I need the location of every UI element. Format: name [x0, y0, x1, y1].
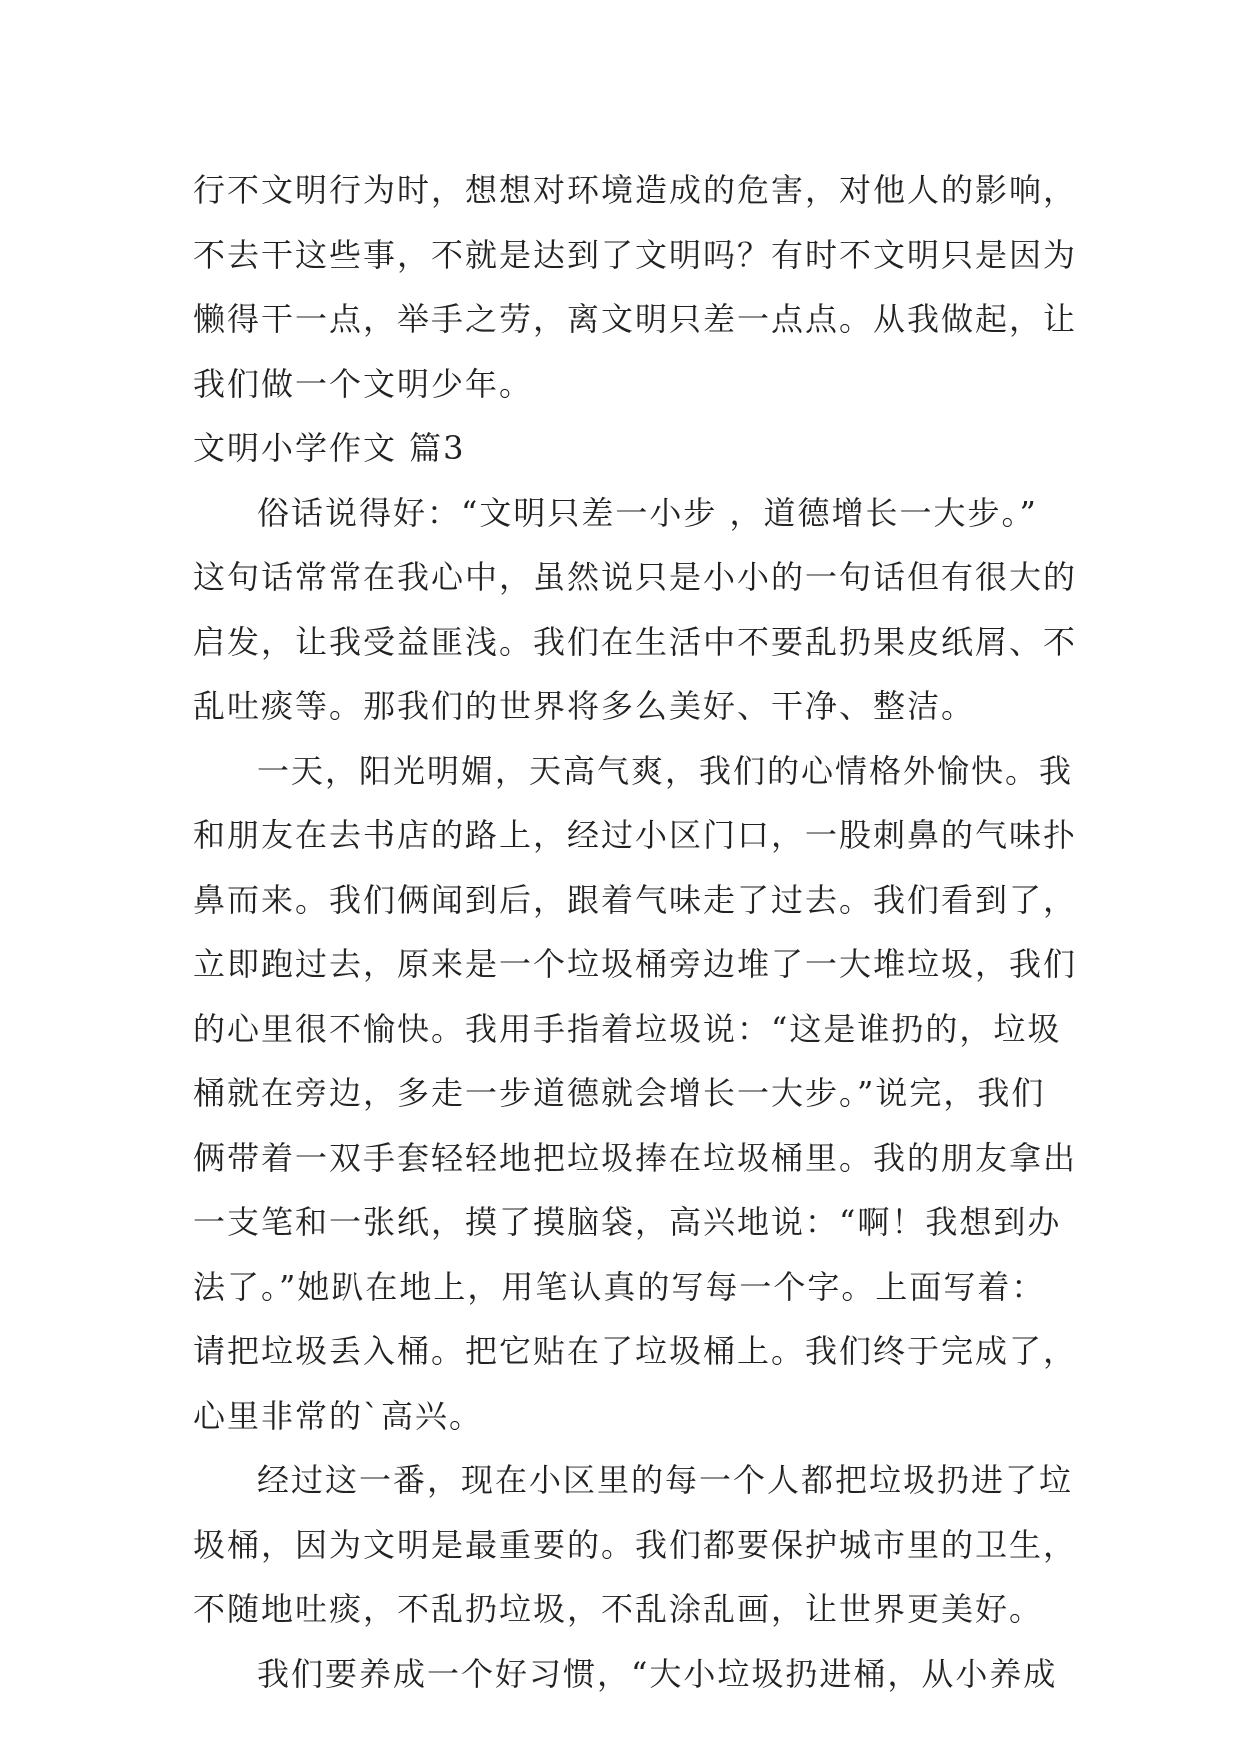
text-line: 的心里很不愉快。我用手指着垃圾说：“这是谁扔的，垃圾: [193, 1009, 1062, 1048]
paragraph-start: 我们要养成一个好习惯，“大小垃圾扔进桶，从小养成: [257, 1654, 1058, 1693]
text-line: 懒得干一点，举手之劳，离文明只差一点点。从我做起，让: [193, 300, 1078, 338]
text-line: 和朋友在去书店的路上，经过小区门口，一股刺鼻的气味扑: [193, 816, 1078, 854]
section-heading: 文明小学作文 篇3: [193, 429, 466, 467]
text-line: 鼻而来。我们俩闻到后，跟着气味走了过去。我们看到了，: [193, 880, 1078, 919]
text-line: 这句话常常在我心中，虽然说只是小小的一句话但有很大的: [193, 558, 1078, 596]
text-line: 心里非常的`高兴。: [193, 1396, 484, 1435]
text-line: 请把垃圾丢入桶。把它贴在了垃圾桶上。我们终于完成了，: [193, 1332, 1078, 1370]
text-line: 桶就在旁边，多走一步道德就会增长一大步。”说完，我们: [193, 1074, 1046, 1112]
text-line: 乱吐痰等。那我们的世界将多么美好、干净、整洁。: [193, 687, 976, 725]
text-line: 一支笔和一张纸，摸了摸脑袋，高兴地说：“啊！我想到办: [193, 1203, 1062, 1241]
text-line: 法了。”她趴在地上，用笔认真的写每一个字。上面写着：: [193, 1267, 1046, 1306]
text-line: 不随地吐痰，不乱扔垃圾，不乱涂乱画，让世界更美好。: [193, 1590, 1044, 1628]
text-line: 我们做一个文明少年。: [193, 364, 534, 403]
text-line: 不去干这些事，不就是达到了文明吗？有时不文明只是因为: [193, 235, 1078, 274]
paragraph-start: 俗话说得好：“文明只差一小步 ，道德增长一大步。”: [257, 493, 1038, 532]
text-line: 圾桶，因为文明是最重要的。我们都要保护城市里的卫生，: [193, 1525, 1078, 1564]
text-line: 俩带着一双手套轻轻地把垃圾捧在垃圾桶里。我的朋友拿出: [193, 1138, 1078, 1177]
text-line: 立即跑过去，原来是一个垃圾桶旁边堆了一大堆垃圾，我们: [193, 945, 1078, 983]
text-line: 启发，让我受益匪浅。我们在生活中不要乱扔果皮纸屑、不: [193, 622, 1078, 661]
document-body: [193, 158, 1078, 1706]
paragraph-start: 一天，阳光明媚，天高气爽，我们的心情格外愉快。我: [257, 751, 1074, 790]
text-line: 行不文明行为时，想想对环境造成的危害，对他人的影响，: [193, 171, 1078, 209]
paragraph-start: 经过这一番，现在小区里的每一个人都把垃圾扔进了垃: [257, 1461, 1074, 1499]
